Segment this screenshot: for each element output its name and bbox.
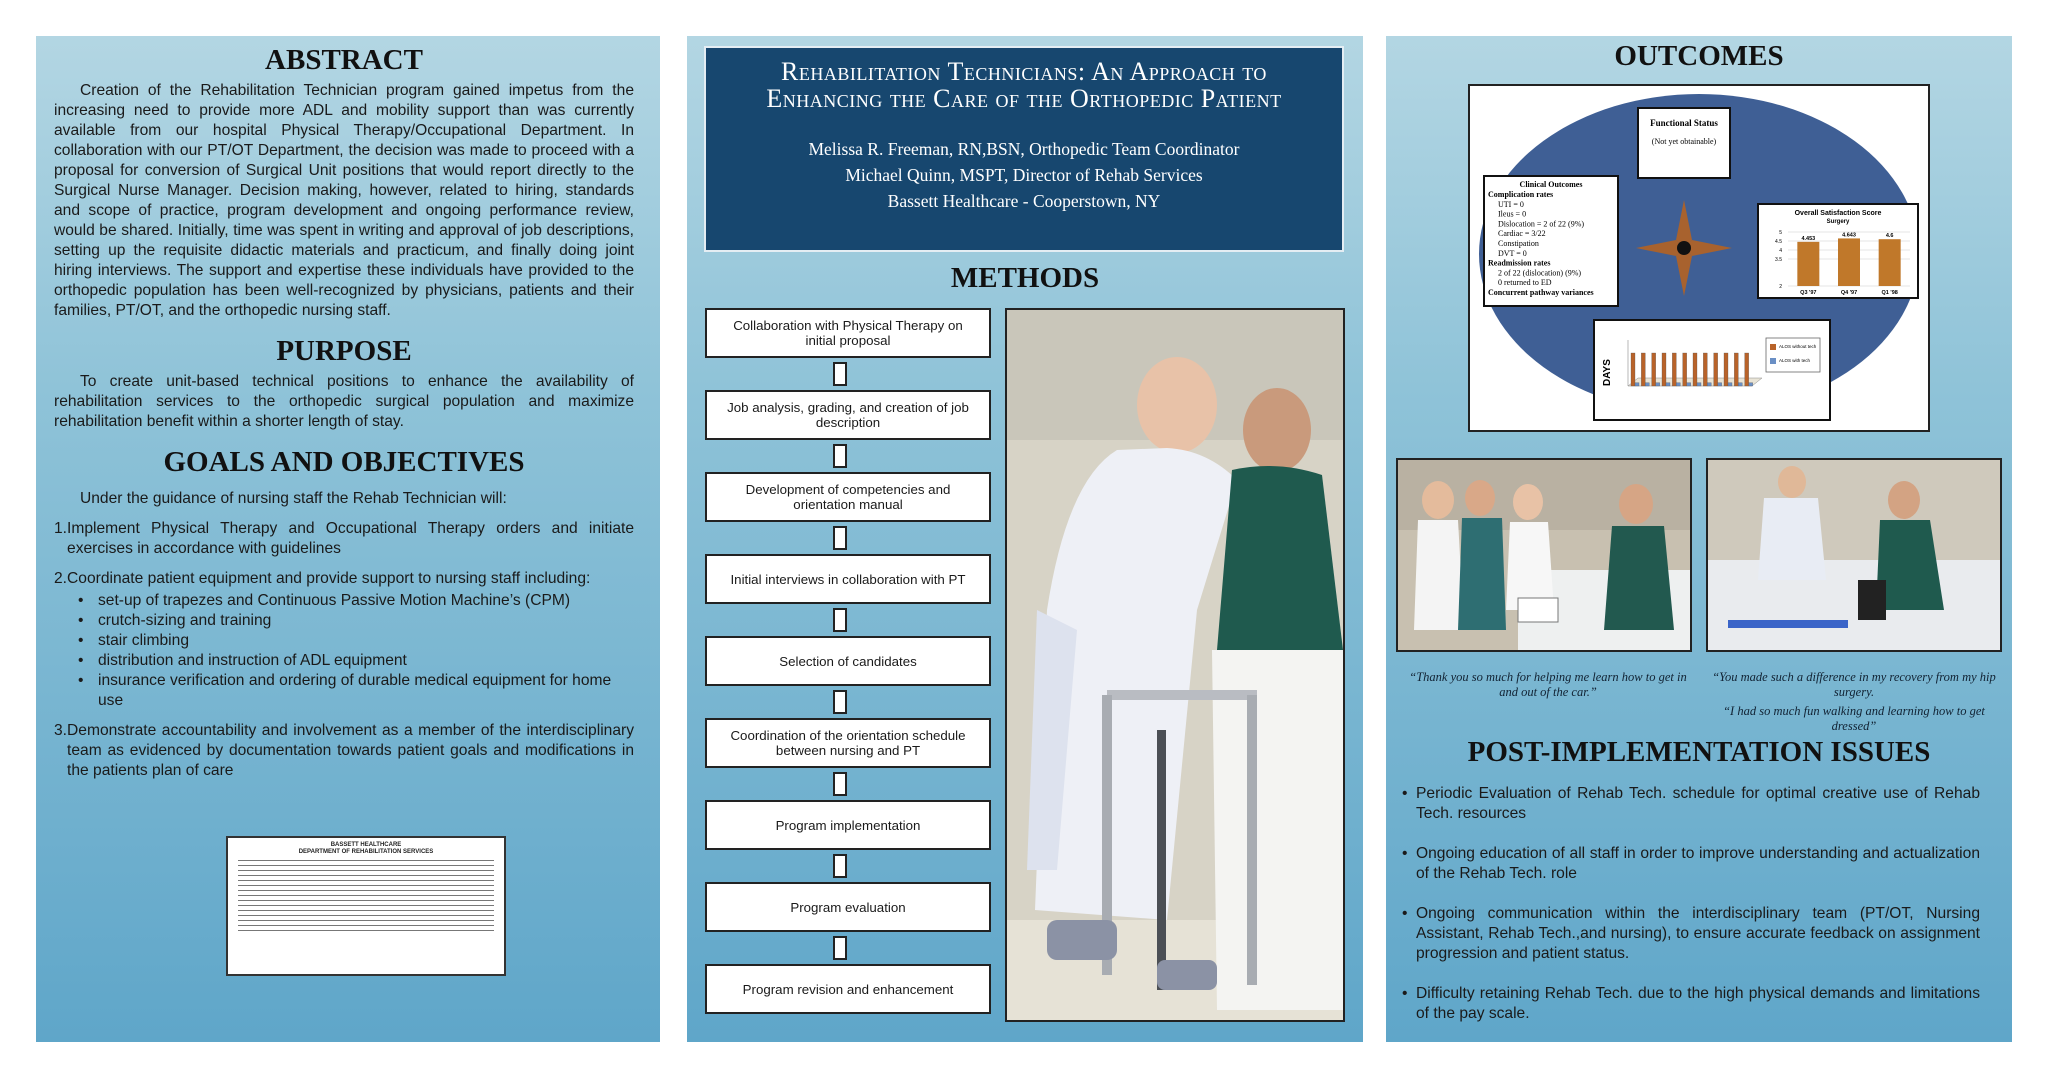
right-panel bbox=[1386, 36, 2012, 1042]
method-step: Selection of candidates bbox=[705, 636, 991, 686]
y-tick-label: 4 bbox=[1779, 248, 1782, 254]
goal-item bbox=[54, 721, 634, 781]
outcomes-diagram-svg bbox=[1470, 86, 1928, 430]
clinical-outcome-line: 2 of 22 (dislocation) (9%) bbox=[1498, 268, 1582, 278]
days-bar bbox=[1718, 383, 1722, 386]
days-bar bbox=[1641, 353, 1645, 386]
patient-walker-photo bbox=[1005, 308, 1345, 1022]
purpose-heading: PURPOSE bbox=[276, 335, 412, 367]
bar-value-label: 4.6 bbox=[1885, 233, 1894, 240]
goal-text: Implement Physical Therapy and Occupational Therapy orders and initiate exercises in accordance with guidelines bbox=[67, 520, 634, 557]
goal-subitem: • distribution and instruction of ADL equipment bbox=[78, 651, 634, 671]
method-step: Program revision and enhancement bbox=[705, 964, 991, 1014]
days-bar bbox=[1734, 353, 1738, 386]
y-tick-label: 3.5 bbox=[1775, 257, 1782, 263]
legend-label-with: ALOS with tech bbox=[1779, 358, 1811, 363]
post-implementation-item: • Periodic Evaluation of Rehab Tech. schedule for optimal creative use of Rehab Tech. resources bbox=[1402, 784, 1980, 824]
down-arrow-icon bbox=[833, 608, 847, 632]
satisfaction-bar bbox=[1838, 238, 1860, 286]
down-arrow-icon bbox=[833, 772, 847, 796]
goal-item bbox=[54, 519, 634, 559]
legend-label-without: ALOS without tech bbox=[1779, 344, 1817, 349]
legend-swatch-without bbox=[1770, 344, 1776, 350]
goals-heading: GOALS AND OBJECTIVES bbox=[163, 446, 525, 478]
clinical-outcome-line: 0 returned to ED bbox=[1498, 278, 1552, 288]
bar-value-label: 4.643 bbox=[1842, 232, 1856, 239]
goal-subitem: • crutch-sizing and training bbox=[78, 611, 634, 631]
bedside-exercise-photo bbox=[1706, 458, 2002, 652]
poster-title-box bbox=[704, 46, 1344, 252]
goal-text: Coordinate patient equipment and provide support to nursing staff including: bbox=[67, 570, 591, 587]
clinical-outcome-line: UTI = 0 bbox=[1498, 199, 1524, 209]
satisfaction-bar bbox=[1797, 242, 1819, 286]
days-bar bbox=[1738, 383, 1742, 386]
days-bar bbox=[1749, 383, 1753, 386]
days-bar bbox=[1693, 353, 1697, 386]
clinical-title: Clinical Outcomes bbox=[1519, 180, 1583, 189]
method-step: Program evaluation bbox=[705, 882, 991, 932]
days-bar bbox=[1703, 353, 1707, 386]
days-bar bbox=[1728, 383, 1732, 386]
poster-title: Rehabilitation Technicians: An Approach to Enhancing the Care of the Orthopedic Patient bbox=[766, 57, 1282, 113]
goal-item bbox=[54, 569, 634, 589]
down-arrow-icon bbox=[833, 690, 847, 714]
form-org: BASSETT HEALTHCARE bbox=[330, 842, 402, 848]
goal-text: Demonstrate accountability and involvement as a member of the interdisciplinary team as evidenced by documentation towards patient goals and modifications in the patients plan of care bbox=[67, 722, 634, 779]
y-tick-label: 4.5 bbox=[1775, 239, 1782, 245]
satisfaction-chart-title: Overall Satisfaction Score bbox=[1794, 210, 1882, 217]
authors bbox=[706, 136, 1342, 214]
down-arrow-icon bbox=[833, 854, 847, 878]
days-bar bbox=[1724, 353, 1728, 386]
patient-quote: “You made such a difference in my recovery from my hip surgery. bbox=[1712, 670, 1996, 699]
goal-subitem: • insurance verification and ordering of durable medical equipment for home use bbox=[78, 671, 634, 711]
method-step: Initial interviews in collaboration with PT bbox=[705, 554, 991, 604]
purpose-text: To create unit-based technical positions to enhance the availability of rehabilitation services to the orthopedic surgical population and maximize rehabilitation benefit within a shorter length of stay. bbox=[54, 373, 634, 430]
post-implementation-item: • Ongoing communication within the interdisciplinary team (PT/OT, Nursing Assistant, Rehab Tech.,and nursing), to ensure accurate feedback on assignment progression and patient status. bbox=[1402, 904, 1980, 964]
abstract-heading: ABSTRACT bbox=[265, 44, 423, 76]
satisfaction-chart-subtitle: Surgery bbox=[1826, 219, 1850, 225]
days-bar bbox=[1676, 383, 1680, 386]
left-panel bbox=[36, 36, 660, 1042]
goals-intro: Under the guidance of nursing staff the Rehab Technician will: bbox=[80, 490, 507, 507]
author-line: Bassett Healthcare - Cooperstown, NY bbox=[887, 191, 1161, 211]
patient-quote: “Thank you so much for helping me learn how to get in and out of the car.” bbox=[1409, 670, 1687, 699]
functional-status-note: (Not yet obtainable) bbox=[1651, 137, 1717, 146]
days-bar bbox=[1652, 353, 1656, 386]
days-bar bbox=[1645, 383, 1649, 386]
goal-number: 2. bbox=[54, 570, 68, 587]
days-bar bbox=[1714, 353, 1718, 386]
goal-subitem: • set-up of trapezes and Continuous Passive Motion Machine’s (CPM) bbox=[78, 591, 634, 611]
goal-number: 3. bbox=[54, 722, 68, 739]
days-bar bbox=[1631, 353, 1635, 386]
days-bar bbox=[1662, 353, 1666, 386]
methods-heading: METHODS bbox=[950, 262, 1100, 294]
author-line: Michael Quinn, MSPT, Director of Rehab Services bbox=[845, 165, 1203, 185]
clinical-outcome-line: Dislocation = 2 of 22 (9%) bbox=[1498, 219, 1585, 229]
down-arrow-icon bbox=[833, 362, 847, 386]
clinical-outcome-line: Constipation bbox=[1498, 239, 1539, 248]
functional-status-title: Functional Status bbox=[1650, 118, 1718, 128]
clinical-outcome-line: Readmission rates bbox=[1488, 258, 1551, 268]
days-bar bbox=[1656, 383, 1660, 386]
abstract-text: Creation of the Rehabilitation Technician program gained impetus from the increasing need to provide more ADL and mobility support than was currently available from our hospital Physical Therapy/Occupational Department. In collaboration with our PT/OT Department, the decision was made to proceed with a proposal for conversion of Surgical Unit positions that would report directly to the Surgical Nurse Manager. Decision making, however, related to hiring, standards and scope of practice, program development and ongoing performance review, would be shared. Initially, time was spent in writing and approval of job descriptions, setting up the requisite didactic materials and practicum, and finally doing joint hiring interviews. The support and expertise these individuals have provided to the orthopedic population has been well-recognized by physicians, patients and their families, PT/OT, and the orthopedic nursing staff. bbox=[54, 82, 634, 319]
x-tick-label: Q3 '97 bbox=[1800, 290, 1817, 296]
method-step: Development of competencies and orientation manual bbox=[705, 472, 991, 522]
post-implementation-list bbox=[1402, 784, 1980, 1044]
post-implementation-item: • Difficulty retaining Rehab Tech. due to the high physical demands and limitations of the pay scale. bbox=[1402, 984, 1980, 1024]
center-panel bbox=[687, 36, 1363, 1042]
days-bar bbox=[1745, 353, 1749, 386]
down-arrow-icon bbox=[833, 526, 847, 550]
method-step: Job analysis, grading, and creation of job description bbox=[705, 390, 991, 440]
photo-illustration bbox=[1007, 310, 1343, 1020]
clinical-outcome-line: Concurrent pathway variances bbox=[1488, 288, 1594, 297]
rehab-form-image bbox=[226, 836, 506, 976]
days-bar bbox=[1666, 383, 1670, 386]
author-line: Melissa R. Freeman, RN,BSN, Orthopedic Team Coordinator bbox=[808, 139, 1240, 159]
post-implementation-item: • Ongoing education of all staff in order to improve understanding and actualization of the Rehab Tech. role bbox=[1402, 844, 1980, 884]
form-dept: DEPARTMENT OF REHABILITATION SERVICES bbox=[298, 849, 434, 855]
clinical-outcome-line: DVT = 0 bbox=[1498, 248, 1527, 258]
goal-number: 1. bbox=[54, 520, 68, 537]
legend-swatch-with bbox=[1770, 358, 1776, 364]
clinical-outcome-line: Ileus = 0 bbox=[1498, 209, 1527, 219]
satisfaction-bar bbox=[1879, 239, 1901, 286]
patient-quote: “I had so much fun walking and learning how to get dressed” bbox=[1723, 704, 1985, 733]
x-tick-label: Q1 '98 bbox=[1881, 290, 1898, 296]
outcomes-diagram bbox=[1468, 84, 1930, 432]
days-bar bbox=[1687, 383, 1691, 386]
down-arrow-icon bbox=[833, 444, 847, 468]
days-axis-label: DAYS bbox=[1602, 359, 1613, 386]
clinical-outcome-line: Complication rates bbox=[1488, 190, 1554, 199]
days-bar bbox=[1697, 383, 1701, 386]
method-step: Coordination of the orientation schedule between nursing and PT bbox=[705, 718, 991, 768]
bar-value-label: 4.453 bbox=[1801, 235, 1816, 242]
method-step: Program implementation bbox=[705, 800, 991, 850]
days-bar bbox=[1683, 353, 1687, 386]
y-tick-label: 2 bbox=[1779, 284, 1782, 290]
post-implementation-heading: POST-IMPLEMENTATION ISSUES bbox=[1467, 736, 1931, 768]
down-arrow-icon bbox=[833, 936, 847, 960]
days-bar bbox=[1672, 353, 1676, 386]
days-bar bbox=[1635, 383, 1639, 386]
clinical-outcome-line: Cardiac = 3/22 bbox=[1498, 229, 1546, 239]
days-bar bbox=[1707, 383, 1711, 386]
y-tick-label: 5 bbox=[1779, 230, 1782, 236]
method-step: Collaboration with Physical Therapy on initial proposal bbox=[705, 308, 991, 358]
care-team-photo bbox=[1396, 458, 1692, 652]
x-tick-label: Q4 '97 bbox=[1840, 290, 1858, 296]
goal-subitem: • stair climbing bbox=[78, 631, 634, 651]
goal-sublist bbox=[54, 591, 634, 711]
outcomes-heading: OUTCOMES bbox=[1614, 40, 1784, 72]
